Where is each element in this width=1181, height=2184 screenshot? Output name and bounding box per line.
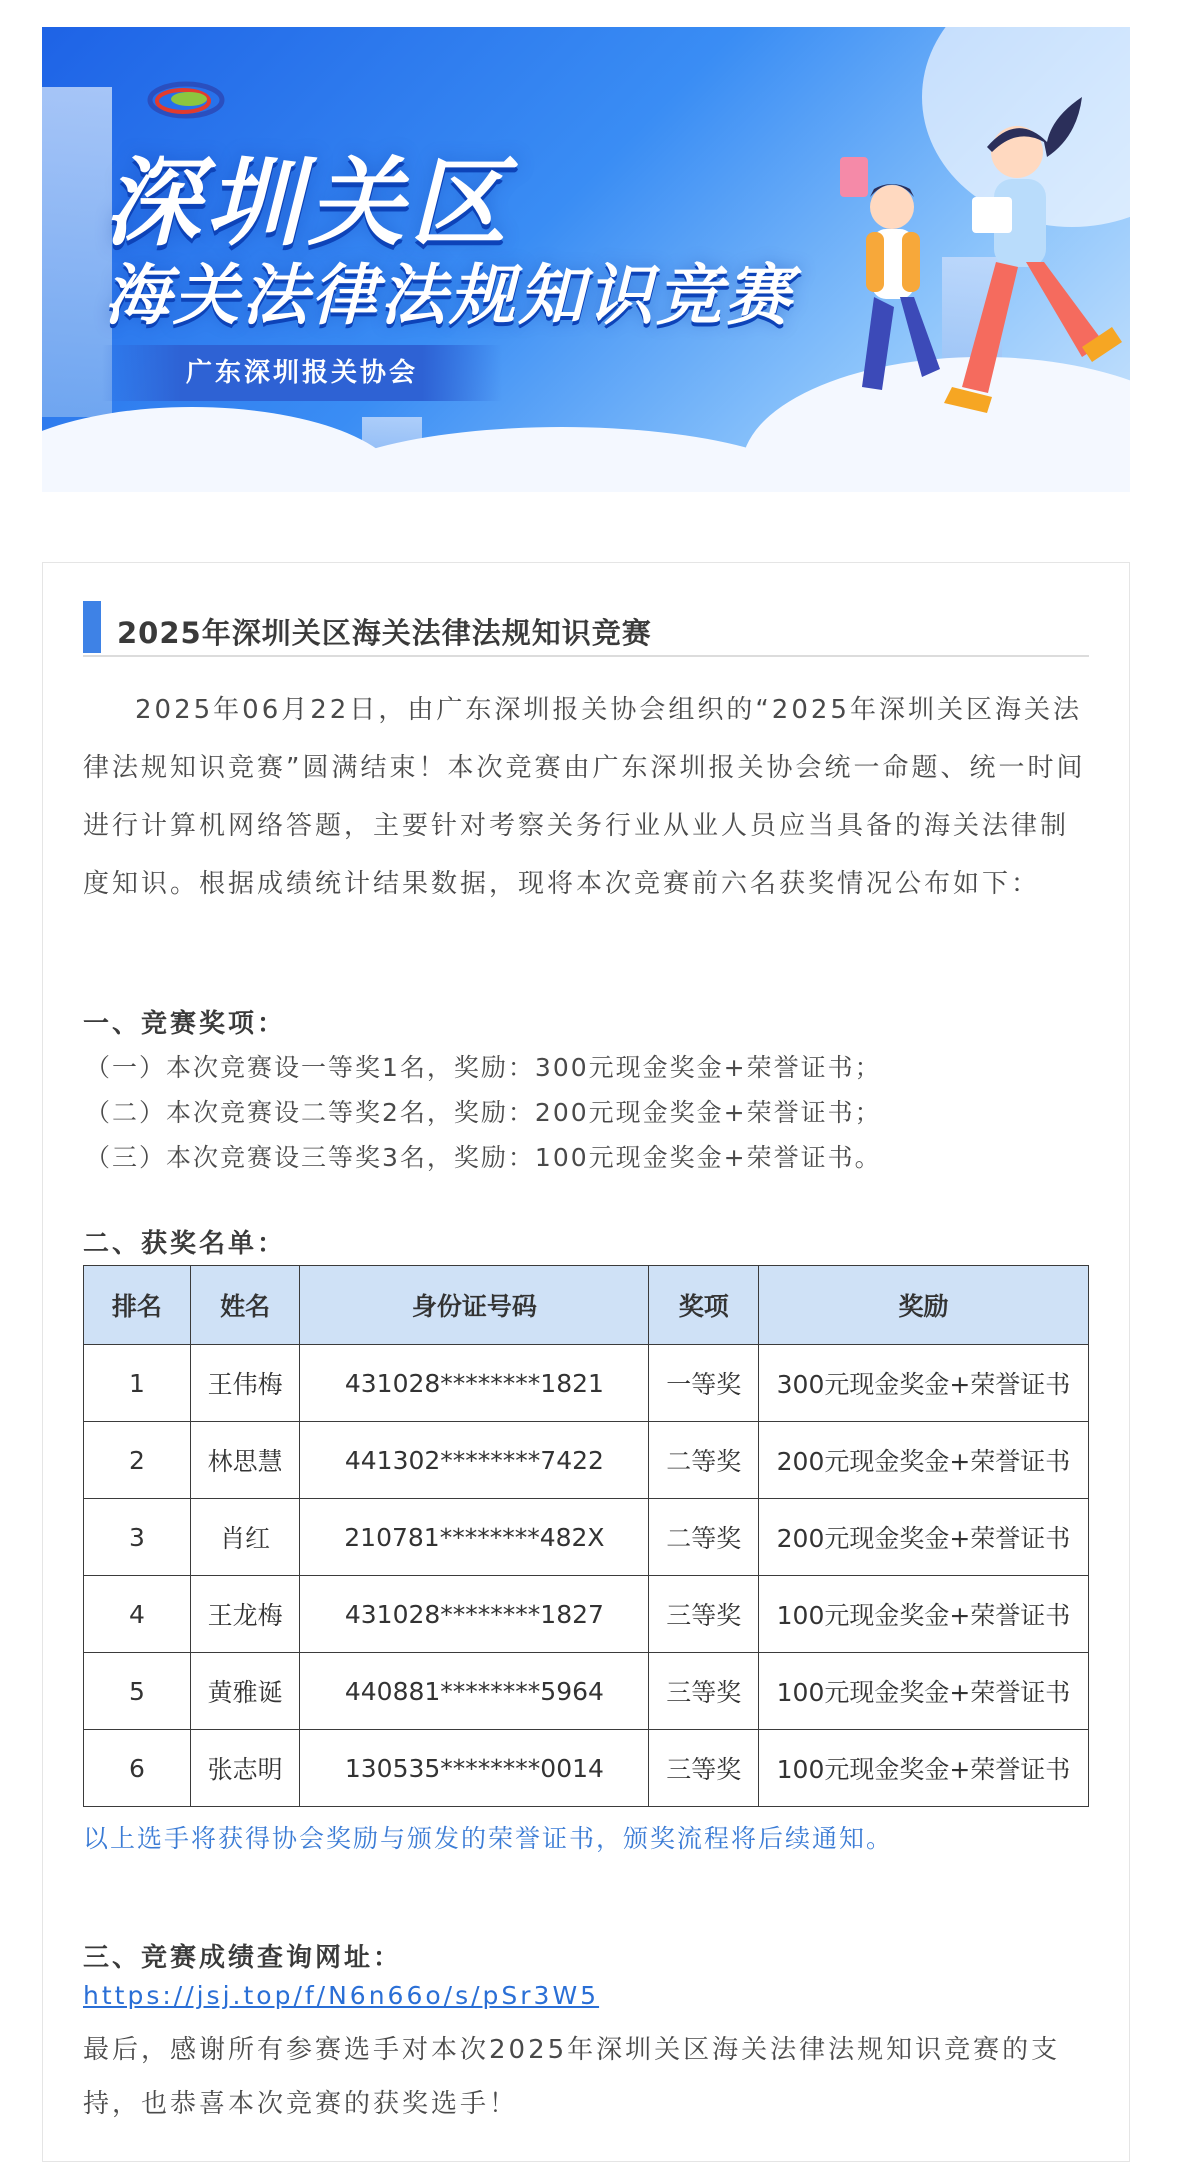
score-query-link[interactable]: https://jsj.top/f/N6n66o/s/pSr3W5 bbox=[83, 1981, 600, 2010]
rank-cell: 2 bbox=[84, 1422, 191, 1499]
intro-paragraph: 2025年06月22日，由广东深圳报关协会组织的“2025年深圳关区海关法律法规知识竞赛”圆满结束！本次竞赛由广东深圳报关协会统一命题、统一时间进行计算机网络答题，主要针对考察关务行业从业人员应当具备的海关法律制度知识。根据成绩统计结果数据，现将本次竞赛前六名获奖情况公布如下： bbox=[83, 695, 1086, 899]
column-header-award: 奖项 bbox=[649, 1266, 759, 1345]
table-row bbox=[84, 1653, 1089, 1730]
award-cell: 二等奖 bbox=[649, 1422, 759, 1499]
reward-cell: 300元现金奖金+荣誉证书 bbox=[758, 1345, 1088, 1422]
rank-cell: 3 bbox=[84, 1499, 191, 1576]
table-row bbox=[84, 1345, 1089, 1422]
column-header-rank: 排名 bbox=[84, 1266, 191, 1345]
banner-title-line2: 海关法律法规知识竞赛 bbox=[104, 257, 794, 334]
id-cell: 441302********7422 bbox=[300, 1422, 649, 1499]
reward-cell: 200元现金奖金+荣誉证书 bbox=[758, 1422, 1088, 1499]
section-title: 2025年深圳关区海关法律法规知识竞赛 bbox=[117, 616, 652, 650]
id-cell: 440881********5964 bbox=[300, 1653, 649, 1730]
award-cell: 三等奖 bbox=[649, 1653, 759, 1730]
award-cell: 二等奖 bbox=[649, 1499, 759, 1576]
award-cell: 三等奖 bbox=[649, 1576, 759, 1653]
name-cell: 黄雅诞 bbox=[190, 1653, 300, 1730]
awards-heading: 一、竞赛奖项： bbox=[83, 1009, 287, 1039]
winners-heading: 二、获奖名单： bbox=[83, 1229, 287, 1259]
association-logo bbox=[147, 79, 225, 121]
rank-cell: 5 bbox=[84, 1653, 191, 1730]
students-illustration bbox=[782, 57, 1130, 492]
name-cell: 张志明 bbox=[190, 1730, 300, 1807]
article-card bbox=[42, 562, 1130, 2162]
banner-title-line1: 深圳关区 bbox=[104, 147, 512, 259]
id-cell: 130535********0014 bbox=[300, 1730, 649, 1807]
award-item: （一）本次竞赛设一等奖1名，奖励：300元现金奖金+荣誉证书； bbox=[85, 1053, 882, 1082]
name-cell: 王伟梅 bbox=[190, 1345, 300, 1422]
closing-paragraph: 最后，感谢所有参赛选手对本次2025年深圳关区海关法律法规知识竞赛的支持，也恭喜本次竞赛的获奖选手！ bbox=[83, 2035, 1061, 2119]
column-header-id: 身份证号码 bbox=[300, 1266, 649, 1345]
reward-cell: 100元现金奖金+荣誉证书 bbox=[758, 1576, 1088, 1653]
id-cell: 210781********482X bbox=[300, 1499, 649, 1576]
accent-bar bbox=[83, 601, 101, 653]
section-header bbox=[83, 601, 1089, 657]
banner-org-label: 广东深圳报关协会 bbox=[102, 345, 502, 401]
winners-table bbox=[83, 1265, 1089, 1807]
name-cell: 肖红 bbox=[190, 1499, 300, 1576]
reward-cell: 200元现金奖金+荣誉证书 bbox=[758, 1499, 1088, 1576]
reward-cell: 100元现金奖金+荣誉证书 bbox=[758, 1653, 1088, 1730]
table-row bbox=[84, 1422, 1089, 1499]
winners-note: 以上选手将获得协会奖励与颁发的荣誉证书，颁奖流程将后续通知。 bbox=[83, 1824, 894, 1853]
award-cell: 一等奖 bbox=[649, 1345, 759, 1422]
table-row bbox=[84, 1576, 1089, 1653]
rank-cell: 1 bbox=[84, 1345, 191, 1422]
rank-cell: 4 bbox=[84, 1576, 191, 1653]
name-cell: 王龙梅 bbox=[190, 1576, 300, 1653]
column-header-name: 姓名 bbox=[190, 1266, 300, 1345]
name-cell: 林思慧 bbox=[190, 1422, 300, 1499]
id-cell: 431028********1821 bbox=[300, 1345, 649, 1422]
column-header-reward: 奖励 bbox=[758, 1266, 1088, 1345]
award-cell: 三等奖 bbox=[649, 1730, 759, 1807]
table-row bbox=[84, 1730, 1089, 1807]
award-item: （二）本次竞赛设二等奖2名，奖励：200元现金奖金+荣誉证书； bbox=[85, 1098, 882, 1127]
award-item: （三）本次竞赛设三等奖3名，奖励：100元现金奖金+荣誉证书。 bbox=[85, 1143, 882, 1172]
table-row bbox=[84, 1499, 1089, 1576]
reward-cell: 100元现金奖金+荣誉证书 bbox=[758, 1730, 1088, 1807]
header-banner bbox=[42, 27, 1130, 492]
rank-cell: 6 bbox=[84, 1730, 191, 1807]
id-cell: 431028********1827 bbox=[300, 1576, 649, 1653]
query-heading: 三、竞赛成绩查询网址： bbox=[83, 1943, 403, 1973]
table-header-row bbox=[84, 1266, 1089, 1345]
